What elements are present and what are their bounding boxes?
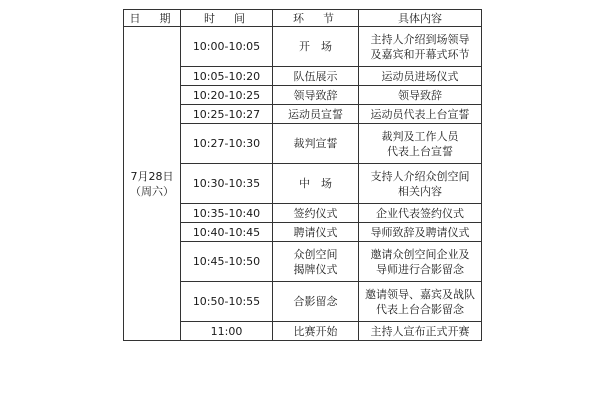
content-cell: 企业代表签约仪式 [359, 204, 482, 223]
content-cell: 主持人宣布正式开赛 [359, 322, 482, 341]
header-row [124, 10, 482, 27]
time-cell: 10:00-10:05 [181, 27, 273, 67]
segment-cell: 签约仪式 [273, 204, 359, 223]
segment-cell: 中 场 [273, 164, 359, 204]
schedule-table [123, 9, 482, 341]
content-cell: 运动员进场仪式 [359, 67, 482, 86]
segment-cell: 裁判宣誓 [273, 124, 359, 164]
time-cell: 11:00 [181, 322, 273, 341]
segment-cell: 众创空间 揭牌仪式 [273, 242, 359, 282]
time-cell: 10:50-10:55 [181, 282, 273, 322]
content-cell: 运动员代表上台宣誓 [359, 105, 482, 124]
segment-cell: 比赛开始 [273, 322, 359, 341]
weekday-text: （周六） [130, 184, 174, 198]
content-cell: 支持人介绍众创空间 相关内容 [359, 164, 482, 204]
date-text: 7月28日 [130, 169, 174, 183]
segment-cell: 运动员宣誓 [273, 105, 359, 124]
content-cell: 领导致辞 [359, 86, 482, 105]
time-cell: 10:20-10:25 [181, 86, 273, 105]
time-cell: 10:45-10:50 [181, 242, 273, 282]
time-cell: 10:40-10:45 [181, 223, 273, 242]
header-date: 日 期 [124, 10, 181, 27]
segment-cell: 合影留念 [273, 282, 359, 322]
segment-cell: 开 场 [273, 27, 359, 67]
date-cell [124, 27, 181, 341]
time-cell: 10:25-10:27 [181, 105, 273, 124]
header-segment: 环 节 [273, 10, 359, 27]
segment-cell: 领导致辞 [273, 86, 359, 105]
time-cell: 10:30-10:35 [181, 164, 273, 204]
content-cell: 邀请领导、嘉宾及战队 代表上台合影留念 [359, 282, 482, 322]
table-row [124, 27, 482, 67]
time-cell: 10:35-10:40 [181, 204, 273, 223]
time-cell: 10:05-10:20 [181, 67, 273, 86]
time-cell: 10:27-10:30 [181, 124, 273, 164]
content-cell: 邀请众创空间企业及 导师进行合影留念 [359, 242, 482, 282]
header-content: 具体内容 [359, 10, 482, 27]
content-cell: 主持人介绍到场领导 及嘉宾和开幕式环节 [359, 27, 482, 67]
segment-cell: 聘请仪式 [273, 223, 359, 242]
segment-cell: 队伍展示 [273, 67, 359, 86]
content-cell: 导师致辞及聘请仪式 [359, 223, 482, 242]
header-time: 时 间 [181, 10, 273, 27]
content-cell: 裁判及工作人员 代表上台宣誓 [359, 124, 482, 164]
